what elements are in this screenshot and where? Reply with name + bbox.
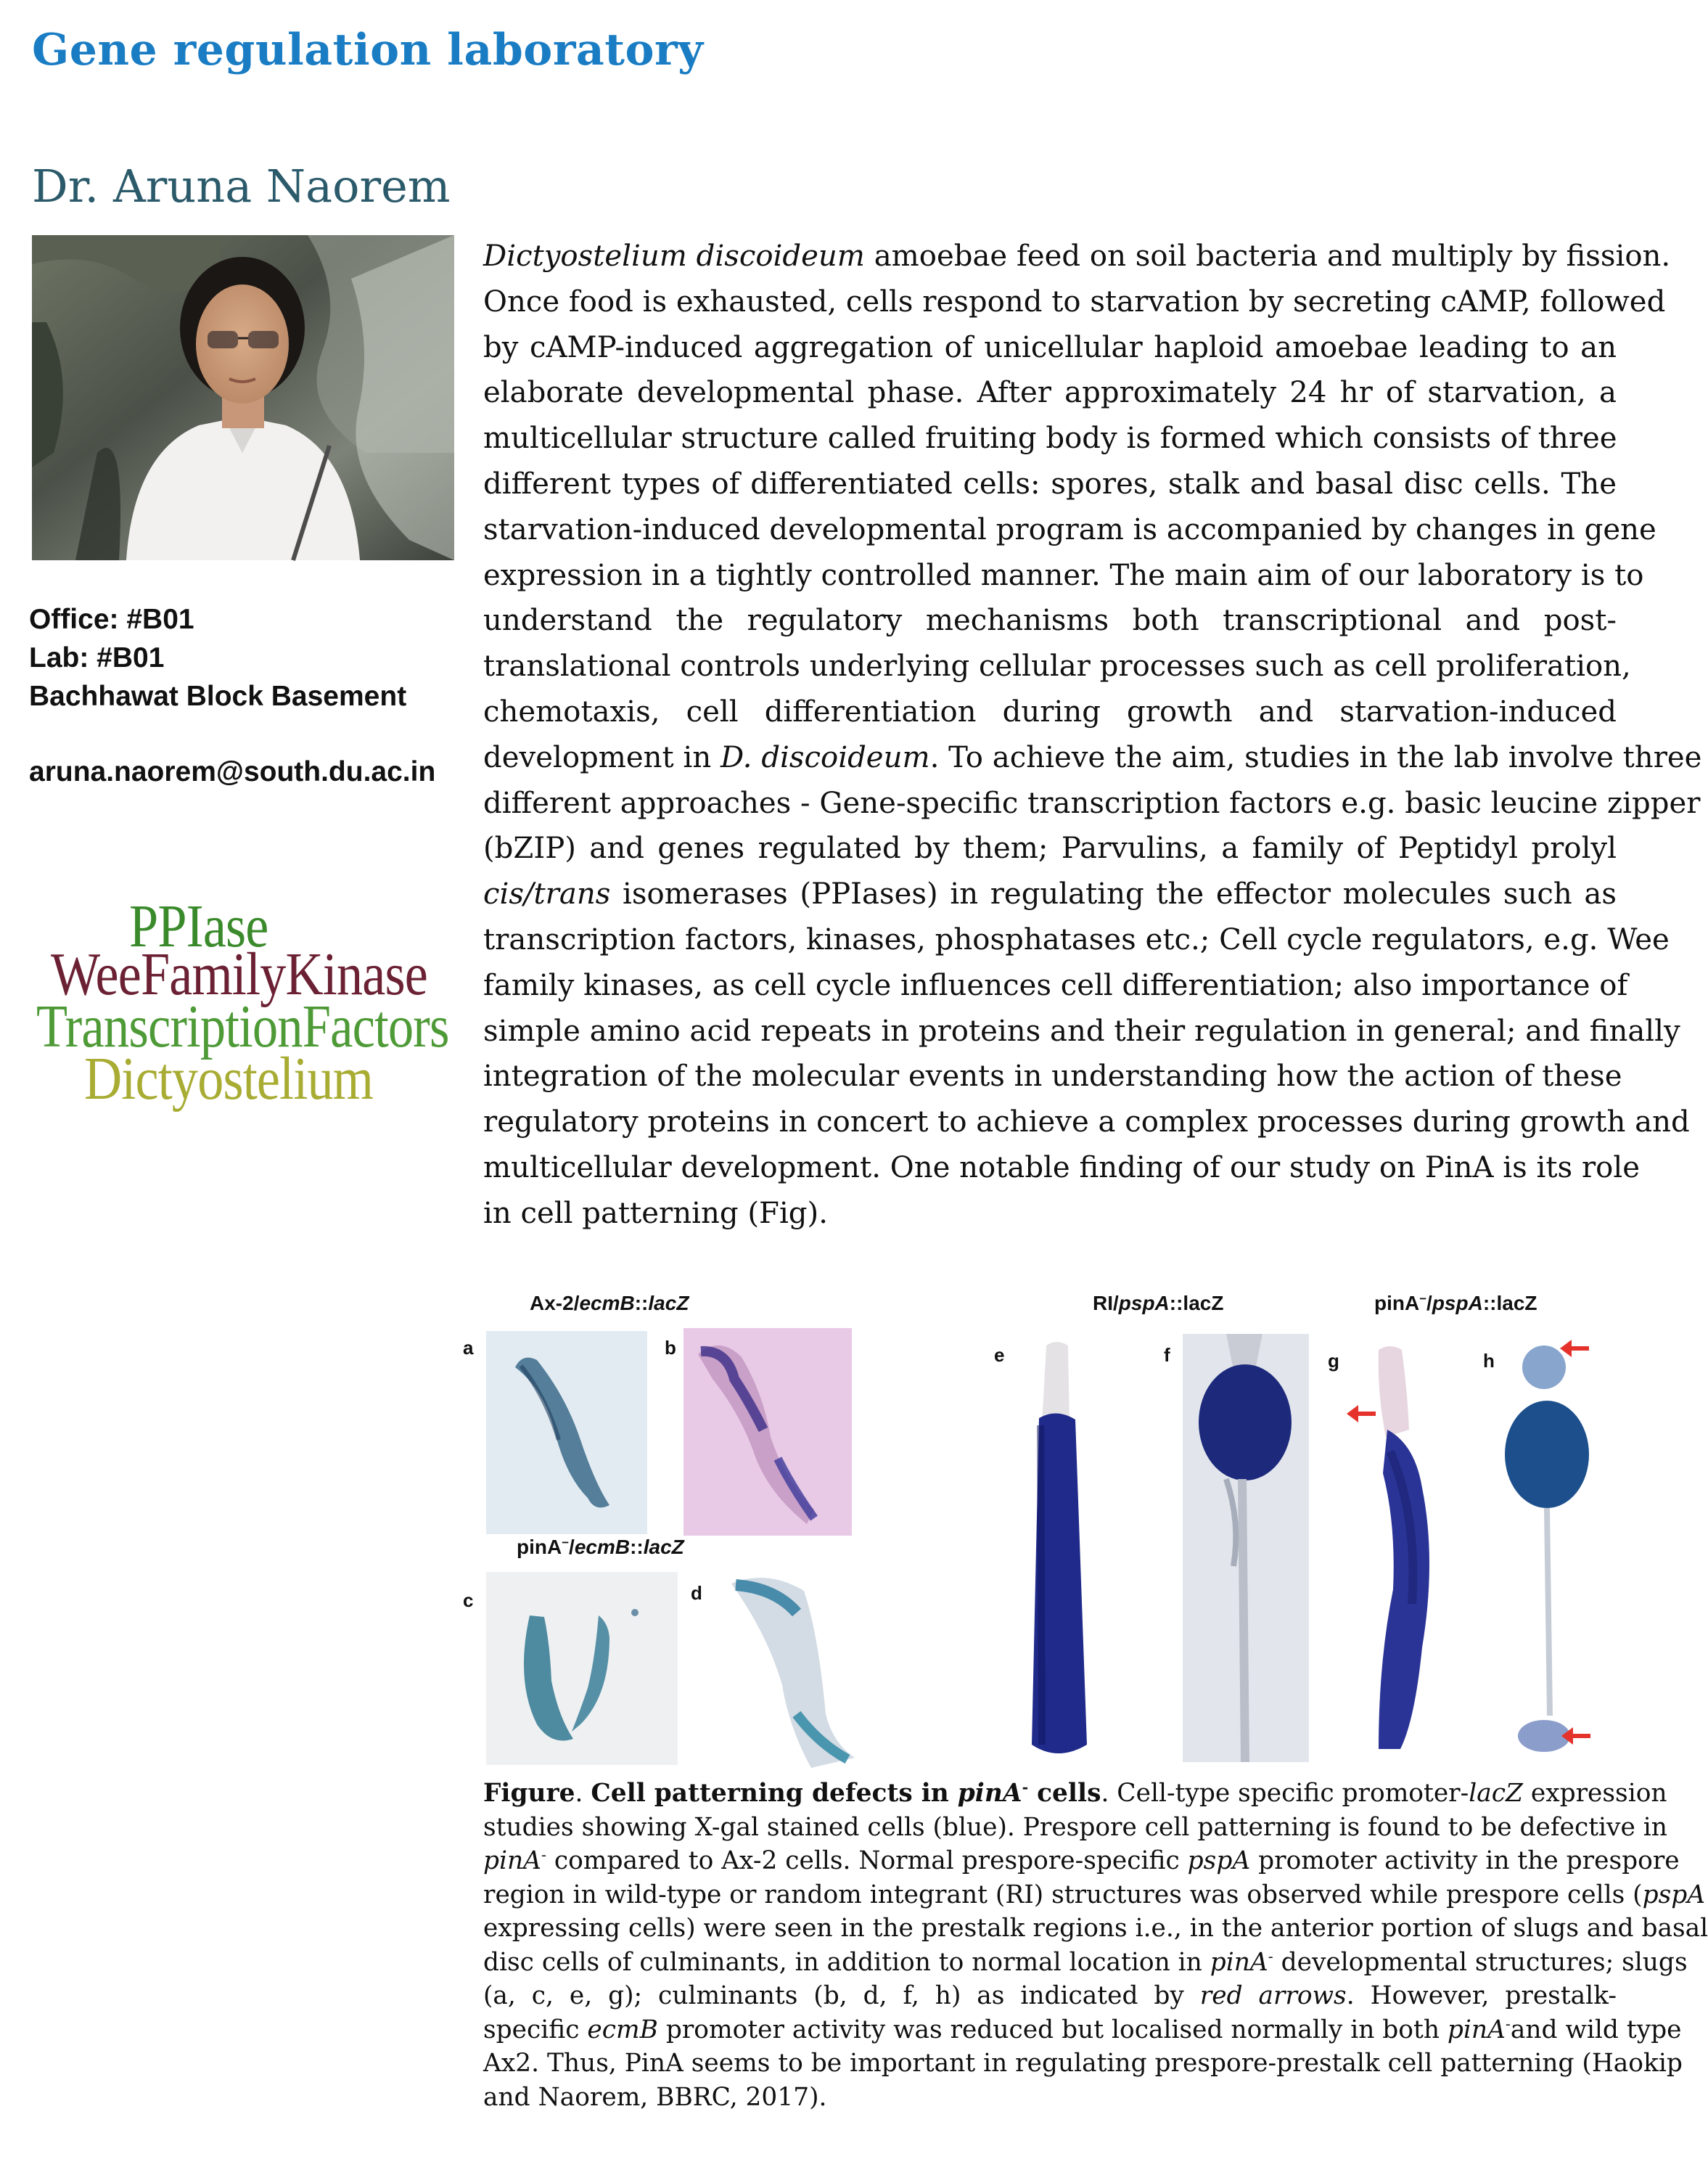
office-info: Office: #B01 [29,604,194,635]
keyword-ppiase: PPIase [129,893,268,960]
panel-letter-c: c [463,1589,474,1611]
caption-line: Ax2. Thus, PinA seems to be important in regulating prespore-prestalk cell patterning (Haokip [483,2049,1683,2078]
lab-info: Lab: #B01 [29,642,165,673]
panel-g-image [1342,1343,1457,1759]
panel-letter-e: e [994,1344,1005,1366]
figure-caption [483,1777,1708,2114]
body-text: development in [483,740,720,774]
body-line: by cAMP-induced aggregation of unicellular haploid amoebae leading to an [483,330,1617,364]
body-line: in cell patterning (Fig). [483,1196,828,1230]
keyword-wee-family-kinase: WeeFamilyKinase [51,941,427,1008]
body-line: chemotaxis, cell differentiation during growth and starvation-induced [483,695,1617,729]
research-keywords [29,891,449,1131]
panel-c-image [486,1572,678,1765]
body-line: multicellular structure called fruiting body is formed which consists of three [483,422,1617,456]
species-name: D. discoideum [720,740,930,774]
body-text: . To achieve the aim, studies in the lab involve three [929,740,1702,774]
body-line: (bZIP) and genes regulated by them; Parvulins, a family of Peptidyl prolyl [483,832,1617,866]
panel-title-pina-ecmb: pinA−/ecmB::lacZ [517,1535,684,1558]
email-address[interactable]: aruna.naorem@south.du.ac.in [29,756,436,787]
body-line [483,735,1702,781]
block-info: Bachhawat Block Basement [29,681,407,712]
body-line: starvation-induced developmental program is accompanied by changes in gene [483,512,1656,546]
body-line [483,234,1671,279]
panel-b-image [683,1328,852,1536]
panel-title-pina-pspa: pinA−/pspA::lacZ [1374,1291,1537,1314]
person-name: Dr. Aruna Naorem [32,160,451,213]
keyword-transcription-factors: TranscriptionFactors [36,993,449,1060]
lab-title: Gene regulation laboratory [32,25,704,75]
panel-title-ri-pspa: RI/pspA::lacZ [1093,1292,1224,1314]
caption-line: Figure. Cell patterning defects in pinA- cells. Cell-type specific promoter-lacZ expression [483,1778,1667,1808]
panel-title-ax2-ecmb: Ax-2/ecmB::lacZ [530,1292,689,1314]
body-line: family kinases, as cell cycle influences cell differentiation; also importance of [483,968,1628,1002]
panel-a-image [486,1331,647,1534]
keyword-dictyostelium: Dictyostelium [84,1045,374,1113]
panel-letter-g: g [1328,1350,1339,1372]
panel-letter-f: f [1164,1344,1170,1366]
italic-term: cis/trans [483,877,611,912]
body-line: Once food is exhausted, cells respond to starvation by secreting cAMP, followed [483,284,1666,319]
panel-h-image [1499,1338,1595,1762]
panel-e-image [1013,1338,1101,1762]
body-line: translational controls underlying cellular processes such as cell proliferation, [483,650,1631,684]
body-line: integration of the molecular events in understanding how the action of these [483,1060,1622,1094]
body-line: understand the regulatory mechanisms both transcriptional and post- [483,604,1617,638]
body-line: elaborate developmental phase. After approximately 24 hr of starvation, a [483,376,1617,410]
caption-line: studies showing X-gal stained cells (blue). Prespore cell patterning is found to be defective in [483,1812,1667,1842]
panel-letter-b: b [665,1337,676,1359]
panel-f-image [1183,1334,1309,1762]
caption-line: specific ecmB promoter activity was reduced but localised normally in both pinA-and wild type [483,2015,1682,2044]
species-name: Dictyostelium discoideum [483,239,865,273]
body-text: amoebae feed on soil bacteria and multiply by fission. [864,239,1671,273]
panel-letter-a: a [463,1337,474,1359]
panel-d-image [710,1569,865,1768]
body-line: expression in a tightly controlled manner. The main aim of our laboratory is to [483,558,1644,592]
body-line [483,872,1617,917]
caption-line: pinA- compared to Ax-2 cells. Normal prespore-specific pspA promoter activity in the prespore [483,1846,1680,1875]
caption-line: region in wild-type or random integrant (RI) structures was observed while prespore cells (pspA [483,1880,1706,1909]
figure-cell-patterning [464,1277,1625,1771]
panel-letter-d: d [691,1582,702,1604]
body-text: isomerases (PPIases) in regulating the effector molecules such as [610,877,1617,912]
research-description [483,234,1702,1237]
body-line: different approaches - Gene-specific transcription factors e.g. basic leucine zipper [483,786,1701,820]
body-line: simple amino acid repeats in proteins and their regulation in general; and finally [483,1014,1680,1048]
caption-line: and Naorem, BBRC, 2017). [483,2082,827,2112]
panel-letter-h: h [1483,1350,1495,1372]
caption-line: (a, c, e, g); culminants (b, d, f, h) as indicated by red arrows. However, prestalk- [483,1981,1617,2010]
caption-line: expressing cells) were seen in the prestalk regions i.e., in the anterior portion of slugs and basal [483,1914,1708,1943]
body-line: regulatory proteins in concert to achieve a complex processes during growth and [483,1105,1690,1139]
body-line: different types of differentiated cells: spores, stalk and basal disc cells. The [483,467,1617,501]
body-line: transcription factors, kinases, phosphatases etc.; Cell cycle regulators, e.g. Wee [483,922,1670,957]
caption-line: disc cells of culminants, in addition to normal location in pinA- developmental structures; slugs [483,1947,1688,1977]
body-line: multicellular development. One notable finding of our study on PinA is its role [483,1150,1640,1184]
portrait-photo [32,235,454,560]
